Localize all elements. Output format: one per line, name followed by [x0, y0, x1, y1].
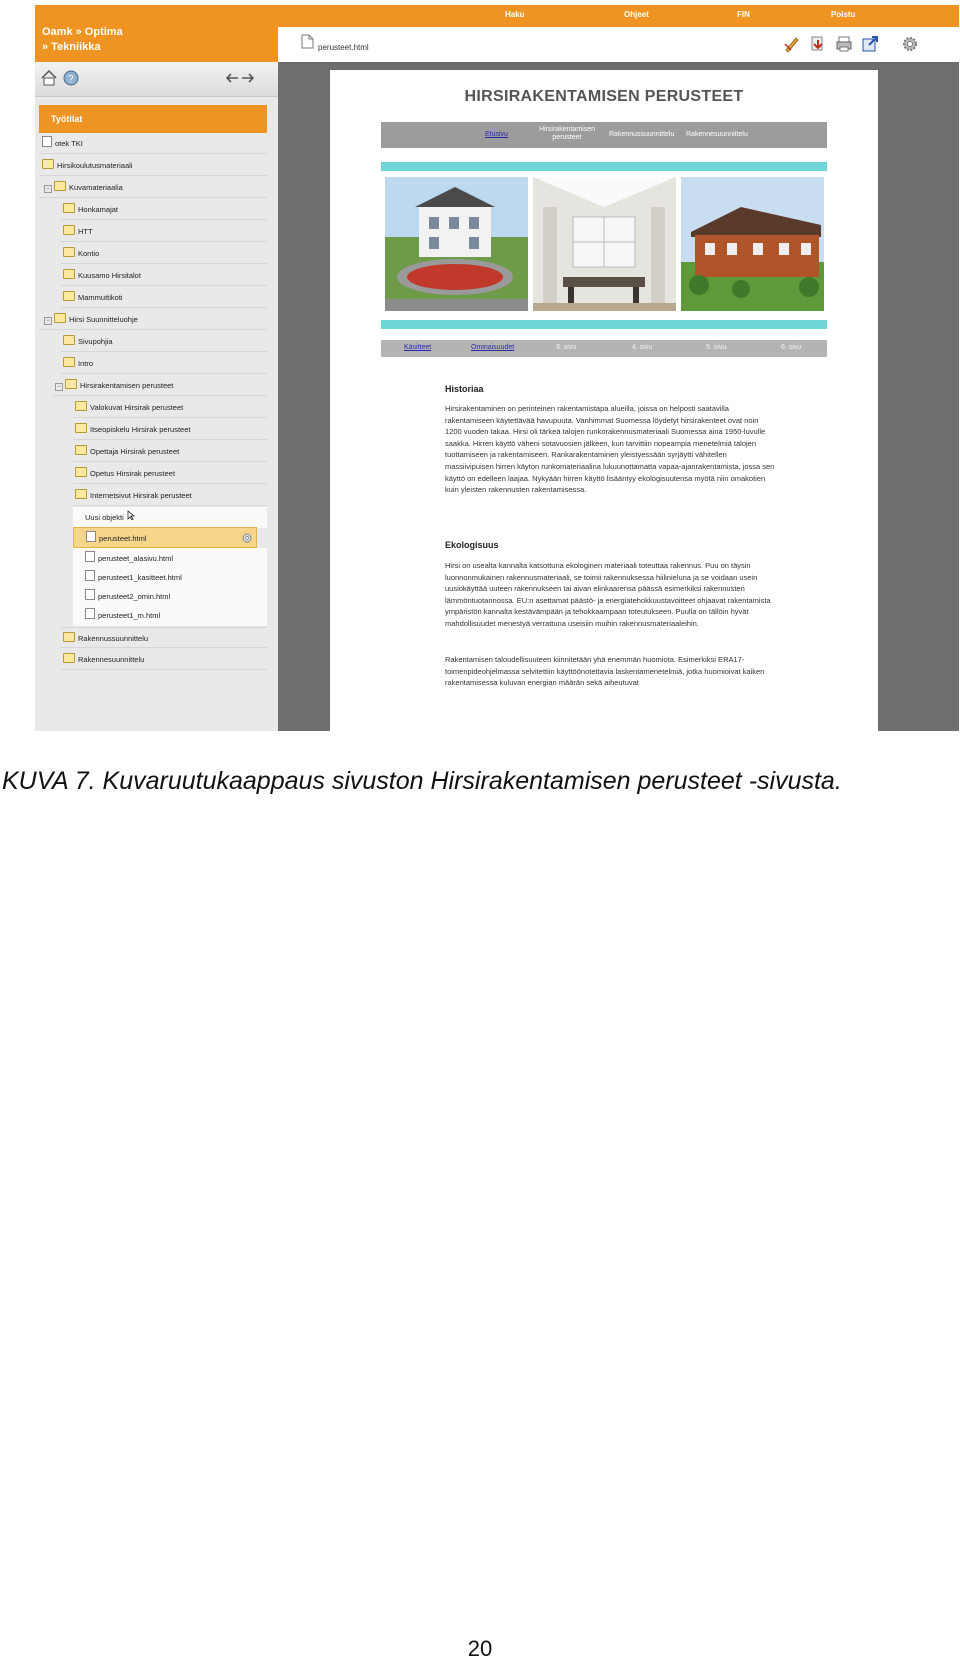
teal-divider [381, 162, 827, 171]
folder-icon [54, 313, 66, 323]
tree-item[interactable]: Itseopiskelu Hirsirak perusteet [73, 419, 267, 440]
tree-item[interactable]: Honkamajat [61, 199, 267, 220]
html-file-icon [85, 589, 95, 600]
folder-icon [75, 423, 87, 433]
tree-item-selected[interactable]: perusteet.html [73, 527, 257, 548]
tree-item[interactable]: Kuusamo Hirsitalot [61, 265, 267, 286]
screenshot [35, 5, 959, 731]
folder-icon [54, 181, 66, 191]
tree-item[interactable]: − Kuvamateriaalia [39, 177, 267, 198]
tree-item[interactable]: Hirsikoulutusmateriaali [39, 155, 267, 176]
subnav-page-3[interactable]: 3. sivu [556, 344, 577, 351]
document-viewer [278, 62, 959, 731]
cursor-icon [127, 510, 135, 520]
menu-rakennesuunnittelu[interactable]: Rakennesuunnittelu [686, 131, 748, 138]
nav-ohjeet[interactable]: Ohjeet [624, 10, 649, 19]
paragraph-historiaa: Hirsirakentaminen on perinteinen rakentamistapa alueilla, joissa on helposti saatavilla rakentamiseen käytettävää havupuuta. Vanhimmat Suomessa löydetyt hirsirakenteet ovat noin 1200 vuoden takaa. Hirsi oli tärkeä talojen runkorakennusmateriaali Suomessa aina 1950-luvulle saakka. Hirren käyttö väheni sotavuosien jälkeen, kun tarvittiin nopeampia menetelmiä talojen tuottamiseen ja rakentamiseen. Rankarakentaminen yleistyessään syrjäytti vähitellen massiivipuisen hirren käyton runkomateriaalina lukuunottamatta vapaa-ajanrakentamista, jossa sen käyttö on edelleen laajaa. Nykyään hirren käyttö lisääntyy ekologisuutensa myötä niin omakotien kuin yleisten rakennusten rakentamisessa. [445, 404, 775, 495]
folder-icon [63, 225, 75, 235]
download-icon[interactable] [809, 35, 827, 53]
folder-icon [75, 401, 87, 411]
document-page [330, 70, 878, 731]
teal-divider [381, 320, 827, 329]
workspace-icon [42, 136, 52, 147]
html-file-icon [85, 551, 95, 562]
tree-item[interactable]: otek TKI [39, 133, 267, 154]
collapse-icon[interactable]: − [44, 185, 52, 193]
nav-language[interactable]: FIN [737, 10, 750, 19]
subnav-kasitteet[interactable]: Käsitteet [404, 344, 432, 351]
html-file-icon [85, 570, 95, 581]
photo-house-white [385, 177, 528, 311]
brand-line-2: » Tekniikka [42, 41, 101, 53]
collapse-icon[interactable]: − [44, 317, 52, 325]
home-icon[interactable] [40, 69, 58, 87]
arrow-left-icon[interactable] [225, 72, 239, 84]
item-settings-icon[interactable] [242, 533, 252, 543]
paragraph-ekologisuus: Hirsi on usealta kannalta katsottuna ekologinen materiaali toteuttaa rakennus. Puu on täysin luonnonmukainen rakennusmateriaali, se toimii rakennuksessa hiilinieluna ja se voidaan usein uusiokäyttää uuteen rakennukseen tai aivan elinkaarensa päässä esimerkiksi rakennusten lämmöntuotannossa. EU:n asettamat päästö- ja energiatehokkuustavoitteet ohjaavat rakentamista ympäristön kannalta kestävämpään ja tehokkaampaan toteutukseen. Puulla on tällöin hyvät mahdollisuudet menestyä verrattuna useisiin muihin rakennusmateriaaleihin. [445, 561, 771, 628]
tree-item[interactable]: Mammuttikoti [61, 287, 267, 308]
tree-item[interactable]: − Hirsirakentamisen perusteet [53, 375, 267, 396]
tree-item[interactable]: − Hirsi Suunnitteluohje [39, 309, 267, 330]
edit-icon[interactable] [783, 35, 801, 53]
file-bar [278, 27, 959, 62]
folder-icon [63, 357, 75, 367]
arrow-right-icon[interactable] [241, 72, 255, 84]
svg-text:?: ? [68, 74, 74, 85]
brand-breadcrumb[interactable] [35, 5, 278, 62]
subnav-ominaisuudet[interactable]: Ominaisuudet [471, 344, 515, 351]
nav-haku[interactable]: Haku [505, 10, 525, 19]
tree-item[interactable]: perusteet2_omin.html [73, 586, 267, 607]
html-file-icon [86, 531, 96, 542]
document-title: HIRSIRAKENTAMISEN PERUSTEET [464, 88, 744, 105]
folder-icon [75, 489, 87, 499]
new-object-link[interactable]: Uusi objekti [73, 507, 267, 528]
subnav-page-5[interactable]: 5. sivu [706, 344, 727, 351]
heading-ekologisuus: Ekologisuus [445, 540, 499, 550]
subnav-page-4[interactable]: 4. sivu [632, 344, 653, 351]
folder-icon [63, 291, 75, 301]
folder-icon [63, 335, 75, 345]
help-icon[interactable] [62, 69, 80, 87]
tree-item[interactable]: HTT [61, 221, 267, 242]
folder-icon [75, 445, 87, 455]
folder-icon [42, 159, 54, 169]
heading-historiaa: Historiaa [445, 384, 484, 394]
document-icon [301, 34, 314, 49]
folder-icon [63, 247, 75, 257]
folder-icon [63, 269, 75, 279]
nav-poistu[interactable]: Poistu [831, 10, 856, 19]
left-toolbar [35, 62, 278, 97]
folder-icon [65, 379, 77, 389]
tree-item[interactable]: perusteet_alasivu.html [73, 548, 267, 569]
menu-hirsirakentamisen-perusteet[interactable]: Hirsirakentamisen perusteet [538, 126, 596, 141]
tree-item[interactable]: Valokuvat Hirsirak perusteet [73, 397, 267, 418]
photo-interior [533, 177, 676, 311]
tree-item[interactable]: Opetus Hirsirak perusteet [73, 463, 267, 484]
page-number: 20 [467, 1636, 493, 1661]
print-icon[interactable] [835, 35, 853, 53]
menu-rakennussuunnittelu[interactable]: Rakennussuunnittelu [609, 131, 675, 138]
collapse-icon[interactable]: − [55, 383, 63, 391]
figure-caption: KUVA 7. Kuvaruutukaappaus sivuston Hirsirakentamisen perusteet -sivusta. [2, 767, 842, 795]
subpage-nav [381, 340, 827, 357]
brand-line-1: Oamk » Optima [42, 26, 123, 38]
open-external-icon[interactable] [861, 35, 879, 53]
tree-item[interactable]: Rakennussuunnittelu [61, 627, 267, 648]
tree-item[interactable]: Rakennesuunnittelu [61, 649, 267, 670]
document-menu [381, 122, 827, 148]
tree-item[interactable]: Sivupohjia [61, 331, 267, 352]
settings-gear-icon[interactable] [901, 35, 919, 53]
photo-log-house [681, 177, 824, 311]
left-pane [35, 62, 278, 731]
folder-icon [75, 467, 87, 477]
paragraph-taloudellisuus: Rakentamisen taloudellisuuteen kiinnitetään yhä enemmän huomiota. Esimerkiksi ERA17-toimenpideohjelmassa selvitettiin käyttöönotettavia laskentamenetelmiä, jotka huomioivat kaiken rakentamisessa kuluvan energian määrän sekä aiheutuvat [445, 655, 765, 688]
tree-item[interactable]: Kontio [61, 243, 267, 264]
workspaces-header[interactable]: Työtilat [39, 105, 267, 133]
html-file-icon [85, 608, 95, 619]
tree-item[interactable]: Opettaja Hirsirak perusteet [73, 441, 267, 462]
folder-icon [63, 203, 75, 213]
menu-etusivu[interactable]: Etusivu [485, 131, 508, 138]
tree-item[interactable]: Intro [61, 353, 267, 374]
folder-icon [63, 632, 75, 642]
tree-item[interactable]: Internetsivut Hirsirak perusteet [73, 485, 267, 506]
current-filename: perusteet.html [318, 43, 369, 52]
tree-item[interactable]: perusteet1_m.html [73, 605, 267, 626]
tree-item[interactable]: perusteet1_kasitteet.html [73, 567, 267, 588]
folder-icon [63, 653, 75, 663]
subnav-page-6[interactable]: 6. sivu [781, 344, 802, 351]
